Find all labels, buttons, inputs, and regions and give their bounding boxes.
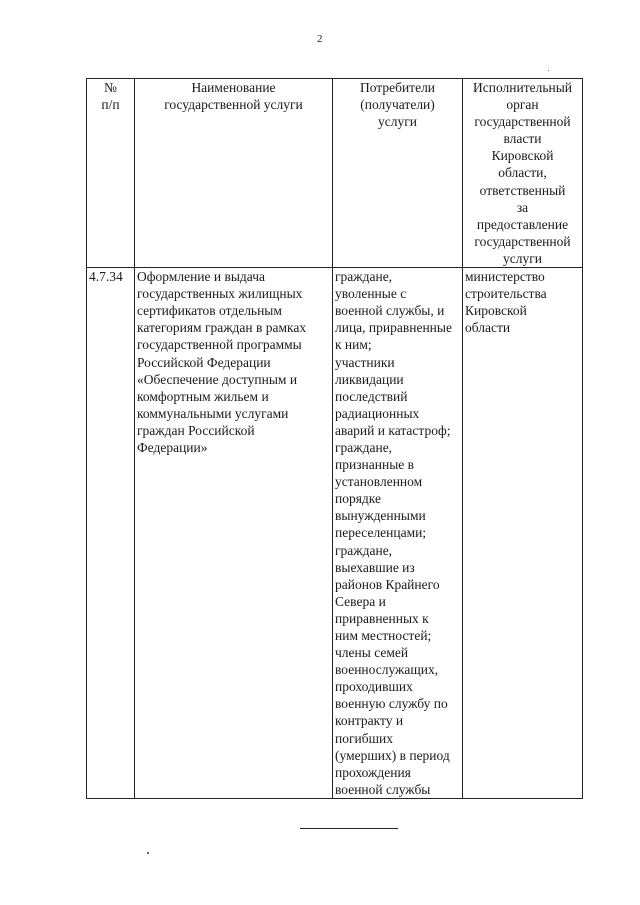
consumers-line: члены семей [335, 645, 409, 661]
consumers-line: военную службу по [335, 696, 448, 712]
header-organ-line: области, [498, 165, 547, 181]
scan-speck [147, 852, 149, 854]
consumers-line: аварий и катастроф; [335, 422, 451, 438]
consumers-line: вынужденными [335, 508, 426, 524]
consumers-line: к ним; [335, 337, 372, 353]
consumers-cell [333, 268, 463, 799]
service-name-line: комфортным жильем и [137, 388, 269, 404]
header-num-line: п/п [101, 97, 120, 113]
header-consumers [333, 79, 463, 268]
service-name-line: государственных жилищных [137, 286, 303, 302]
row-number: 4.7.34 [87, 268, 135, 799]
consumers-line: переселенцами; [335, 525, 427, 541]
closing-rule [300, 828, 398, 829]
consumers-line: (умерших) в период [335, 747, 450, 763]
consumers-line: граждане, [335, 439, 393, 455]
header-organ-line: орган [506, 97, 539, 113]
header-organ-line: государственной [474, 114, 571, 130]
consumers-line: военнослужащих, [335, 662, 439, 678]
page-number: 2 [317, 33, 323, 45]
header-organ-line: Исполнительный [472, 80, 573, 95]
consumers-line: лица, приравненные [335, 320, 452, 336]
consumers-line: выехавшие из [335, 559, 415, 575]
consumers-line: погибших [335, 730, 393, 746]
header-organ-line: Кировской [491, 148, 554, 164]
consumers-line: ним местностей; [335, 628, 432, 643]
service-name-cell [135, 268, 333, 799]
organ-line: области [465, 320, 511, 336]
header-consumers-line: услуги [378, 114, 417, 130]
header-organ-line: власти [503, 131, 542, 147]
consumers-line: военной службы [335, 781, 431, 797]
service-name-line: граждан Российской [137, 422, 255, 438]
service-name-line: Российской Федерации [137, 354, 271, 370]
service-name-line: Оформление и выдача [137, 269, 266, 285]
consumers-line: ликвидации [335, 371, 404, 387]
consumers-line: приравненных к [335, 610, 429, 626]
consumers-line: участники [335, 354, 395, 370]
consumers-line: граждане, [335, 269, 393, 285]
organ-line: министерство [465, 269, 545, 285]
header-num-line: № [104, 80, 117, 95]
organ-line: Кировской [465, 303, 527, 319]
header-organ-line: предоставление [476, 216, 569, 232]
consumers-line: районов Крайнего [335, 576, 440, 592]
consumers-line: военной службы, и [335, 303, 445, 319]
header-name-line: государственной услуги [164, 97, 303, 113]
header-organ-line: ответственный [479, 182, 566, 198]
scan-speck [548, 70, 549, 71]
consumers-line: установленном [335, 474, 423, 490]
consumers-line: контракту и [335, 713, 404, 729]
header-num [87, 79, 135, 268]
header-organ-line: услуги [503, 250, 542, 266]
consumers-line: уволенные с [335, 286, 407, 302]
service-name-line: сертификатов отдельным [137, 303, 282, 319]
service-name-line: «Обеспечение доступным и [137, 371, 298, 387]
service-name-line: категориям граждан в рамках [137, 320, 307, 336]
consumers-line: проходивших [335, 679, 413, 695]
consumers-line: граждане, [335, 542, 393, 558]
header-organ-line: государственной [474, 233, 571, 249]
service-name-line: Федерации» [137, 439, 208, 455]
consumers-line: прохождения [335, 764, 411, 780]
responsible-organ-cell [463, 268, 583, 799]
table-row [87, 268, 583, 799]
header-name-line: Наименование [191, 80, 276, 95]
service-name-line: коммунальными услугами [137, 405, 289, 421]
header-service-name [135, 79, 333, 268]
header-consumers-line: (получатели) [360, 97, 435, 113]
header-organ-line: за [516, 199, 529, 215]
consumers-line: радиационных [335, 405, 420, 421]
consumers-line: порядке [335, 491, 382, 507]
services-table [86, 78, 583, 799]
service-name-line: государственной программы [137, 337, 302, 353]
header-consumers-line: Потребители [359, 80, 436, 95]
table-header-row [87, 79, 583, 268]
consumers-line: последствий [335, 388, 408, 404]
organ-line: строительства [465, 286, 547, 302]
consumers-line: признанные в [335, 457, 415, 473]
header-responsible-organ [463, 79, 583, 268]
consumers-line: Севера и [335, 593, 386, 609]
